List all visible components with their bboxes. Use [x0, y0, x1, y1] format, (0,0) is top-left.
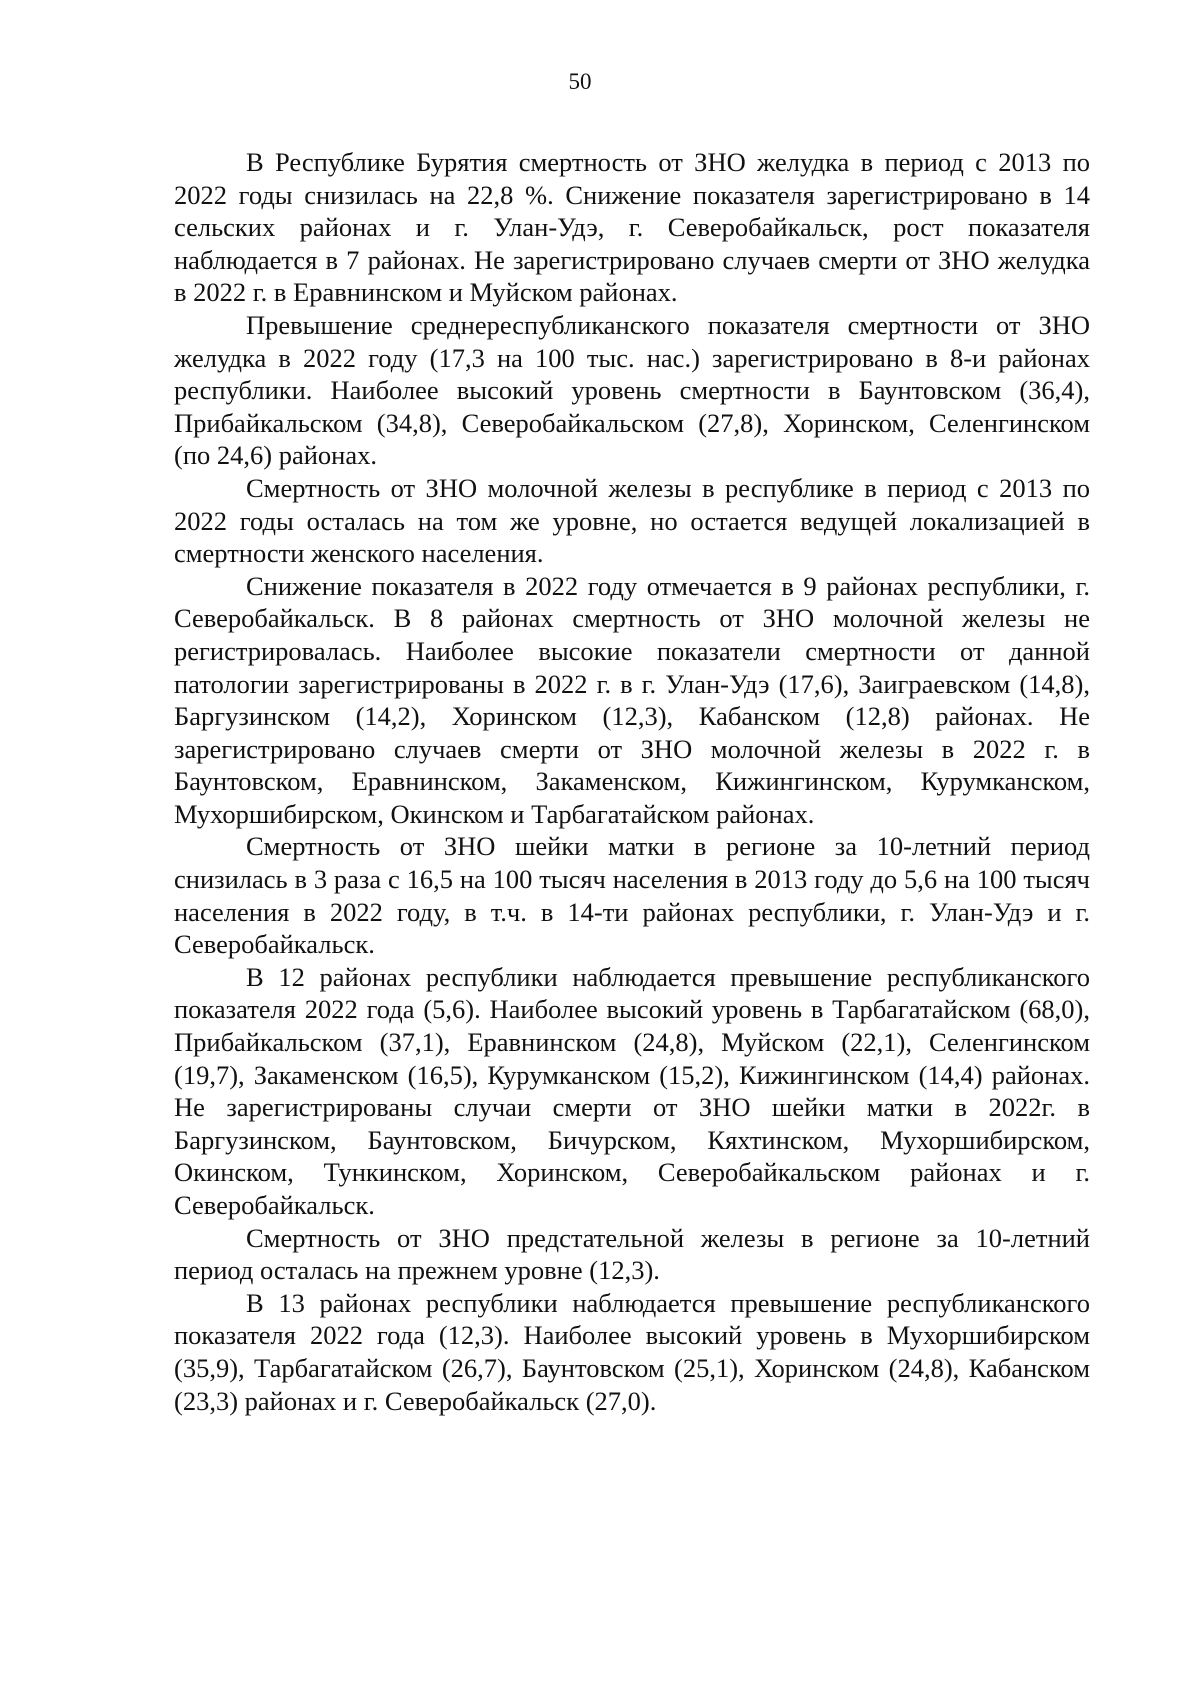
paragraph: Смертность от ЗНО молочной железы в республике в период с 2013 по 2022 годы осталась на том же уровне, но остается ведущей локализацией в смертности женского населения.	[174, 472, 1090, 569]
paragraph: В Республике Бурятия смертность от ЗНО желудка в период с 2013 по 2022 годы снизилась на 22,8 %. Снижение показателя зарегистрировано в 14 сельских районах и г. Улан-Удэ, г. Северобайкальск, рост показателя наблюдается в 7 районах. Не зарегистрировано случаев смерти от ЗНО желудка в 2022 г. в Еравнинском и Муйском районах.	[174, 147, 1090, 308]
paragraph: В 13 районах республики наблюдается превышение республиканского показателя 2022 года (12,3). Наиболее высокий уровень в Мухоршибирском (35,9), Тарбагатайском (26,7), Баунтовском (25,1), Хоринском (24,8), Кабанском (23,3) районах и г. Северобайкальск (27,0).	[174, 1287, 1090, 1416]
paragraph: Смертность от ЗНО шейки матки в регионе за 10-летний период снизилась в 3 раза с 16,5 на 100 тысяч населения в 2013 году до 5,6 на 100 тысяч населения в 2022 году, в т.ч. в 14-ти районах республики, г. Улан-Удэ и г. Северобайкальск.	[174, 831, 1090, 960]
page-number: 50	[568, 69, 592, 94]
paragraph: Смертность от ЗНО предстательной железы в регионе за 10-летний период осталась на прежнем уровне (12,3).	[174, 1222, 1090, 1286]
document-body	[174, 146, 1090, 1417]
paragraph: Превышение среднереспубликанского показателя смертности от ЗНО желудка в 2022 году (17,3 на 100 тыс. нас.) зарегистрировано в 8-и районах республики. Наиболее высокий уровень смертности в Баунтовском (36,4), Прибайкальском (34,8), Северобайкальском (27,8), Хоринском, Селенгинском (по 24,6) районах.	[174, 309, 1090, 471]
paragraph: Снижение показателя в 2022 году отмечается в 9 районах республики, г. Северобайкальск. В 8 районах смертность от ЗНО молочной железы не регистрировалась. Наиболее высокие показатели смертности от данной патологии зарегистрированы в 2022 г. в г. Улан-Удэ (17,6), Заиграевском (14,8), Баргузинском (14,2), Хоринском (12,3), Кабанском (12,8) районах. Не зарегистрировано случаев смерти от ЗНО молочной железы в 2022 г. в Баунтовском, Еравнинском, Закаменском, Кижингинском, Курумканском, Мухоршибирском, Окинском и Тарбагатайском районах.	[174, 570, 1090, 829]
paragraph: В 12 районах республики наблюдается превышение республиканского показателя 2022 года (5,6). Наиболее высокий уровень в Тарбагатайском (68,0), Прибайкальском (37,1), Еравнинском (24,8), Муйском (22,1), Селенгинском (19,7), Закаменском (16,5), Курумканском (15,2), Кижингинском (14,4) районах. Не зарегистрированы случаи смерти от ЗНО шейки матки в 2022г. в Баргузинском, Баунтовском, Бичурском, Кяхтинском, Мухоршибирском, Окинском, Тункинском, Хоринском, Северобайкальском районах и г. Северобайкальск.	[174, 961, 1090, 1220]
